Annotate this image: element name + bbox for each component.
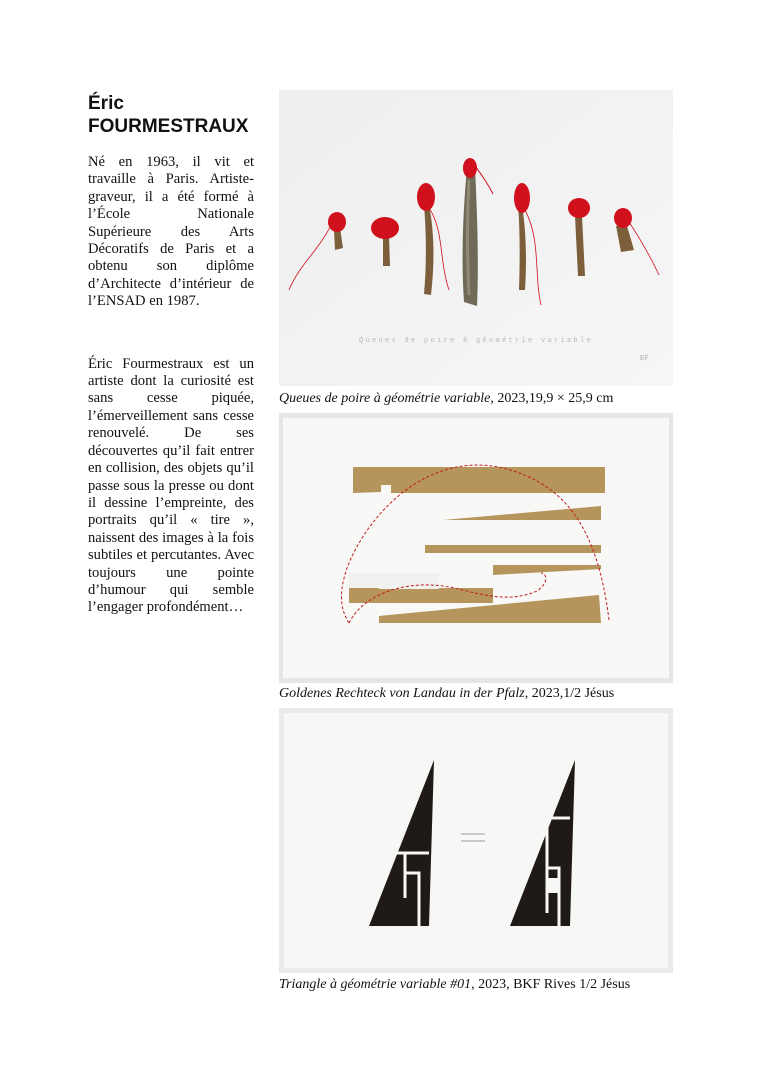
artwork-title: Triangle à géométrie variable #01 (279, 977, 472, 992)
artwork-details: , 2023, BKF Rives 1/2 Jésus (471, 977, 631, 992)
artwork-title: Queues de poire à géométrie variable (279, 391, 491, 406)
artwork-caption-golden-rectangle (279, 685, 689, 702)
artwork-title: Goldenes Rechteck von Landau in der Pfalz (279, 686, 525, 701)
artist-name (88, 92, 254, 138)
artwork-details: , 2023,19,9 × 25,9 cm (490, 391, 614, 406)
artwork-details: , 2023,1/2 Jésus (524, 686, 615, 701)
artwork-image-triangle (279, 708, 673, 973)
artwork-caption-triangle (279, 976, 689, 993)
artwork-image-golden-rectangle (279, 413, 673, 683)
bio-text: Éric Fourmestraux est un artiste dont la curiosité est sans cesse piquée, l’émerveillement sans cesse renouvelé. De ses découvertes qu’il fait entrer en collision, des objets qu’il passe sous la presse ou dont il dessine l’empreinte, des portraits qu’il « tire », naissent des images à la fois subtiles et percutantes. Avec toujours une pointe d’humour qui semble l’engager profondément… (88, 355, 254, 616)
artist-first-name: Éric (88, 93, 124, 114)
artist-column (88, 92, 254, 617)
artwork-caption-pear-stems (279, 390, 689, 407)
bio-intro: Né en 1963, il vit et travaille à Paris. Artiste-graveur, il a été formé à l’École Nationale Supérieure des Arts Décoratifs de Paris et a obtenu son diplôme d’Architecte d’intérieur de l’ENSAD en 1987. (88, 154, 254, 310)
artwork-image-pear-stems (279, 90, 673, 386)
plate-inscription: Queues de poire à géométrie variable (358, 337, 594, 345)
artist-last-name: FOURMESTRAUX (88, 116, 249, 137)
plate-mark: EF (640, 355, 649, 363)
